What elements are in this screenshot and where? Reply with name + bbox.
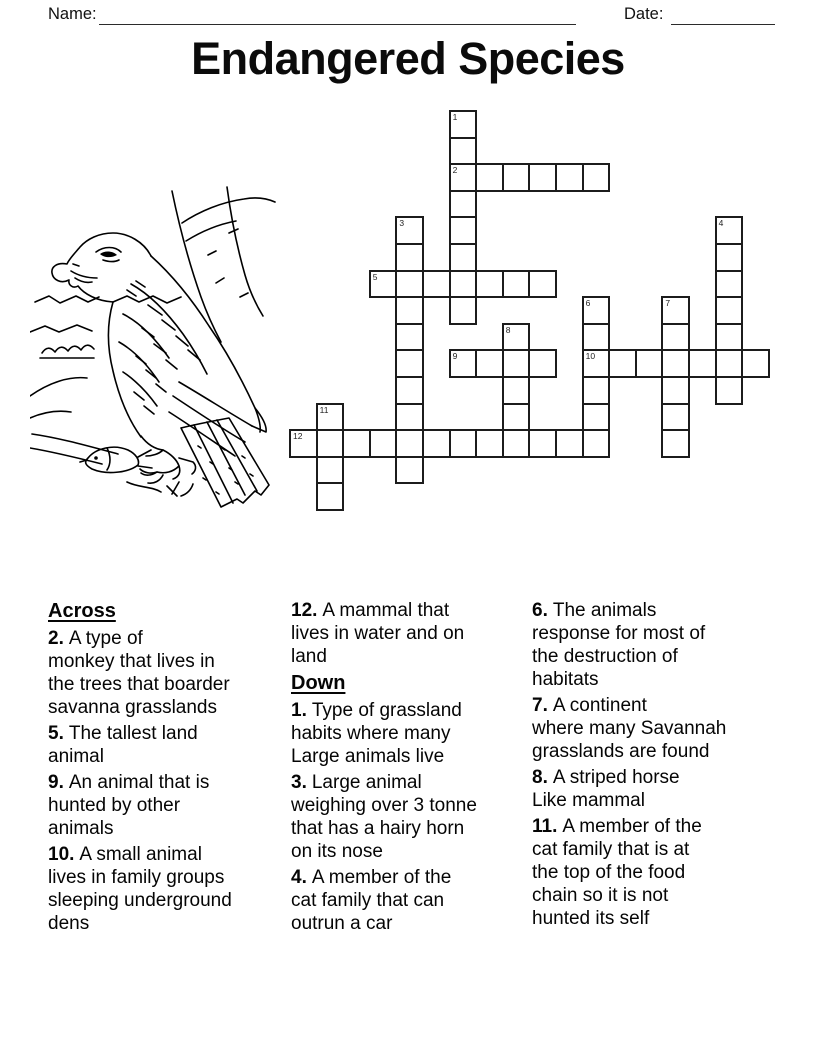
crossword-cell-11-1[interactable] bbox=[316, 403, 345, 432]
crossword-cell-4-6[interactable] bbox=[449, 216, 478, 245]
cell-number: 5 bbox=[372, 271, 378, 282]
cell-number: 6 bbox=[585, 298, 591, 309]
clue-number: 5. bbox=[48, 723, 64, 744]
crossword-cell-7-6[interactable] bbox=[449, 296, 478, 325]
clue-number: 8. bbox=[532, 767, 548, 788]
crossword-cell-11-4[interactable] bbox=[395, 403, 424, 432]
clue-down-1 bbox=[291, 699, 525, 768]
clue-number: 2. bbox=[48, 628, 64, 649]
clue-text: Type of grassland habits where many Large animals live bbox=[291, 700, 462, 767]
cell-number: 2 bbox=[452, 165, 458, 176]
clue-across-9 bbox=[48, 771, 286, 840]
clue-text: A striped horse Like mammal bbox=[532, 767, 680, 811]
crossword-cell-9-4[interactable] bbox=[395, 349, 424, 378]
crossword-cell-9-6[interactable] bbox=[449, 349, 478, 378]
clue-number: 6. bbox=[532, 600, 548, 621]
crossword-cell-11-14[interactable] bbox=[661, 403, 690, 432]
clues-column-middle bbox=[291, 599, 525, 938]
clue-number: 12. bbox=[291, 600, 318, 621]
clue-across-10 bbox=[48, 843, 286, 935]
cell-number: 12 bbox=[293, 431, 303, 442]
crossword-cell-14-1[interactable] bbox=[316, 482, 345, 511]
crossword-cell-2-7[interactable] bbox=[475, 163, 504, 192]
cell-number: 9 bbox=[452, 351, 458, 362]
crossword-cell-9-15[interactable] bbox=[688, 349, 717, 378]
clue-across-12 bbox=[291, 599, 525, 668]
crossword-cell-3-6[interactable] bbox=[449, 190, 478, 219]
crossword-cell-9-11[interactable] bbox=[582, 349, 611, 378]
crossword-cell-12-10[interactable] bbox=[555, 429, 584, 458]
clue-text: A member of the cat family that can outrun a car bbox=[291, 867, 452, 934]
crossword-cell-9-17[interactable] bbox=[741, 349, 770, 378]
crossword-cell-6-7[interactable] bbox=[475, 270, 504, 299]
date-label: Date: bbox=[624, 5, 664, 23]
cell-number: 8 bbox=[505, 324, 511, 335]
across-heading: Across bbox=[48, 600, 116, 622]
crossword-cell-7-14[interactable] bbox=[661, 296, 690, 325]
crossword-cell-10-11[interactable] bbox=[582, 376, 611, 405]
crossword-cell-6-9[interactable] bbox=[528, 270, 557, 299]
crossword-cell-10-4[interactable] bbox=[395, 376, 424, 405]
cell-number: 4 bbox=[718, 218, 724, 229]
clue-down-4 bbox=[291, 866, 525, 935]
crossword-cell-9-12[interactable] bbox=[608, 349, 637, 378]
crossword-cell-4-16[interactable] bbox=[715, 216, 744, 245]
crossword-cell-9-8[interactable] bbox=[502, 349, 531, 378]
clue-text: A type of monkey that lives in the trees that boarder savanna grasslands bbox=[48, 628, 230, 718]
crossword-cell-0-6[interactable] bbox=[449, 110, 478, 139]
crossword-cell-13-1[interactable] bbox=[316, 456, 345, 485]
crossword-cell-12-7[interactable] bbox=[475, 429, 504, 458]
cell-number: 10 bbox=[585, 351, 596, 362]
cell-number: 11 bbox=[319, 404, 329, 415]
clue-text: An animal that is hunted by other animals bbox=[48, 772, 210, 839]
crossword-cell-2-9[interactable] bbox=[528, 163, 557, 192]
crossword-cell-9-7[interactable] bbox=[475, 349, 504, 378]
clue-down-7 bbox=[532, 694, 778, 763]
crossword-cell-2-6[interactable] bbox=[449, 163, 478, 192]
clues-column-across bbox=[48, 599, 286, 938]
crossword-cell-12-0[interactable] bbox=[289, 429, 318, 458]
clue-text: A small animal lives in family groups sleeping underground dens bbox=[48, 844, 232, 934]
crossword-cell-1-6[interactable] bbox=[449, 137, 478, 166]
crossword-cell-12-3[interactable] bbox=[369, 429, 398, 458]
crossword-cell-2-10[interactable] bbox=[555, 163, 584, 192]
crossword-cell-6-3[interactable] bbox=[369, 270, 398, 299]
clue-number: 1. bbox=[291, 700, 307, 721]
crossword-cell-5-6[interactable] bbox=[449, 243, 478, 272]
clue-across-2 bbox=[48, 627, 286, 719]
clue-text: The animals response for most of the destruction of habitats bbox=[532, 600, 706, 690]
crossword-cell-6-4[interactable] bbox=[395, 270, 424, 299]
page-title: Endangered Species bbox=[191, 33, 625, 84]
clue-text: A mammal that lives in water and on land bbox=[291, 600, 465, 667]
crossword-cell-11-11[interactable] bbox=[582, 403, 611, 432]
clue-number: 4. bbox=[291, 867, 307, 888]
crossword-cell-5-4[interactable] bbox=[395, 243, 424, 272]
cell-number: 3 bbox=[399, 218, 405, 229]
crossword-cell-9-14[interactable] bbox=[661, 349, 690, 378]
crossword-cell-10-8[interactable] bbox=[502, 376, 531, 405]
crossword-cell-4-4[interactable] bbox=[395, 216, 424, 245]
clue-text: The tallest land animal bbox=[48, 723, 198, 767]
cell-number: 1 bbox=[452, 112, 458, 122]
crossword-cell-13-4[interactable] bbox=[395, 456, 424, 485]
crossword-cell-12-5[interactable] bbox=[422, 429, 451, 458]
clue-across-5 bbox=[48, 722, 286, 768]
clue-down-8 bbox=[532, 766, 778, 812]
clue-down-6 bbox=[532, 599, 778, 691]
cell-number: 7 bbox=[665, 298, 671, 309]
crossword-cell-9-9[interactable] bbox=[528, 349, 557, 378]
crossword-cell-12-1[interactable] bbox=[316, 429, 345, 458]
clue-down-3 bbox=[291, 771, 525, 863]
clues-column-right bbox=[532, 599, 778, 933]
crossword-cell-7-16[interactable] bbox=[715, 296, 744, 325]
clue-number: 11. bbox=[532, 816, 558, 837]
clue-number: 3. bbox=[291, 772, 307, 793]
clue-text: Large animal weighing over 3 tonne that has a hairy horn on its nose bbox=[291, 772, 477, 862]
crossword-cell-2-11[interactable] bbox=[582, 163, 611, 192]
clue-number: 10. bbox=[48, 844, 75, 865]
crossword-cell-8-4[interactable] bbox=[395, 323, 424, 352]
clue-text: A member of the cat family that is at the top of the food chain so it is not hunted its self bbox=[532, 816, 702, 929]
crossword-cell-12-4[interactable] bbox=[395, 429, 424, 458]
crossword-cell-2-8[interactable] bbox=[502, 163, 531, 192]
crossword-cell-9-13[interactable] bbox=[635, 349, 664, 378]
crossword-cell-6-8[interactable] bbox=[502, 270, 531, 299]
clue-text: A continent where many Savannah grasslands are found bbox=[532, 695, 727, 762]
crossword-cell-6-5[interactable] bbox=[422, 270, 451, 299]
down-heading: Down bbox=[291, 672, 346, 694]
crossword-cell-8-16[interactable] bbox=[715, 323, 744, 352]
crossword-cell-8-14[interactable] bbox=[661, 323, 690, 352]
clue-number: 9. bbox=[48, 772, 64, 793]
crossword-cell-8-11[interactable] bbox=[582, 323, 611, 352]
crossword-cell-12-2[interactable] bbox=[342, 429, 371, 458]
crossword-cell-5-16[interactable] bbox=[715, 243, 744, 272]
crossword-cell-10-16[interactable] bbox=[715, 376, 744, 405]
crossword-cell-6-6[interactable] bbox=[449, 270, 478, 299]
crossword-cell-12-6[interactable] bbox=[449, 429, 478, 458]
clue-number: 7. bbox=[532, 695, 548, 716]
crossword-cell-7-11[interactable] bbox=[582, 296, 611, 325]
crossword-cell-6-16[interactable] bbox=[715, 270, 744, 299]
name-label: Name: bbox=[48, 5, 97, 23]
crossword-cell-8-8[interactable] bbox=[502, 323, 531, 352]
crossword-cell-12-9[interactable] bbox=[528, 429, 557, 458]
crossword-cell-12-8[interactable] bbox=[502, 429, 531, 458]
crossword-cell-10-14[interactable] bbox=[661, 376, 690, 405]
crossword-cell-9-16[interactable] bbox=[715, 349, 744, 378]
crossword-cell-11-8[interactable] bbox=[502, 403, 531, 432]
crossword-cell-7-4[interactable] bbox=[395, 296, 424, 325]
crossword-cell-12-11[interactable] bbox=[582, 429, 611, 458]
clue-down-11 bbox=[532, 815, 778, 930]
crossword-cell-12-14[interactable] bbox=[661, 429, 690, 458]
